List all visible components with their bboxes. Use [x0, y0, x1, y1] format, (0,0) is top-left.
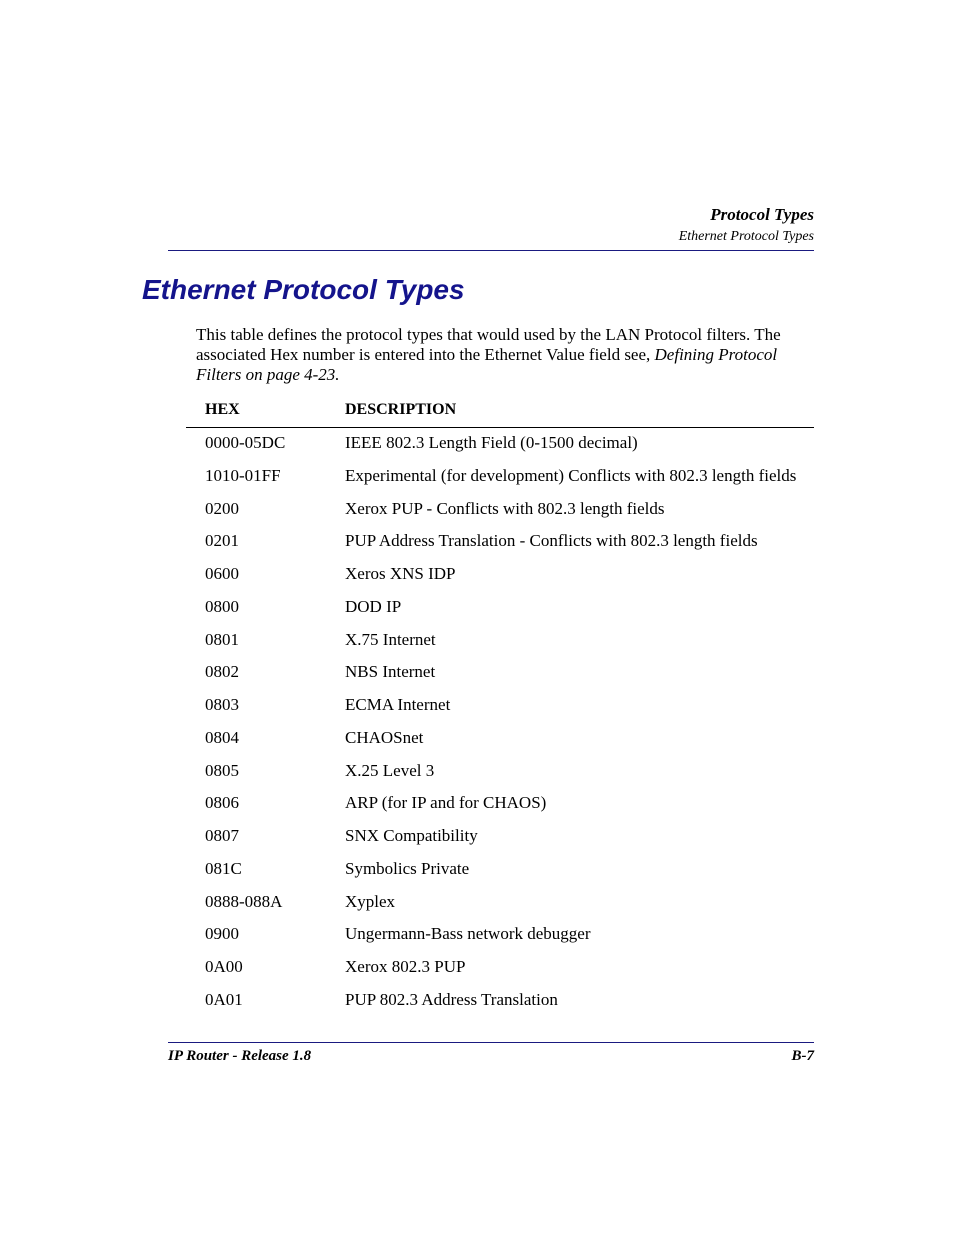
cell-description: PUP 802.3 Address Translation — [345, 989, 558, 1009]
table-row — [186, 433, 814, 466]
cell-description: SNX Compatibility — [345, 826, 478, 845]
cell-hex: 0201 — [205, 531, 239, 551]
cell-hex: 0A01 — [205, 989, 243, 1009]
cell-description: Xerox PUP - Conflicts with 802.3 length fields — [345, 498, 665, 518]
protocol-types-table — [186, 398, 814, 1023]
table-row — [186, 826, 814, 859]
table-row — [186, 466, 814, 499]
cell-hex: 081C — [205, 858, 242, 878]
footer-doc-title: IP Router - Release 1.8 — [168, 1048, 312, 1064]
cell-hex: 0600 — [205, 564, 239, 583]
table-row — [186, 957, 814, 990]
table-row — [186, 564, 814, 597]
table-row — [186, 892, 814, 925]
table-row — [186, 499, 814, 532]
footer-rule — [168, 1042, 814, 1043]
cell-description: X.25 Level 3 — [345, 760, 435, 780]
cell-description: ECMA Internet — [345, 695, 451, 714]
table-row — [186, 859, 814, 892]
header-rule — [168, 250, 814, 251]
table-row — [186, 990, 814, 1023]
running-head-section: Ethernet Protocol Types — [678, 229, 814, 244]
intro-paragraph — [196, 325, 806, 385]
cell-hex: 0802 — [205, 662, 239, 682]
cell-description: Xerox 802.3 PUP — [345, 957, 466, 976]
cell-description: Xyplex — [345, 891, 396, 911]
cell-hex: 0803 — [205, 695, 239, 714]
cell-hex: 0A00 — [205, 957, 243, 976]
table-row — [186, 531, 814, 564]
cell-hex: 0900 — [205, 924, 239, 944]
table-row — [186, 761, 814, 794]
running-head — [679, 204, 814, 247]
table-row — [186, 597, 814, 630]
cell-description: Experimental (for development) Conflicts with 802.3 length fields — [345, 465, 797, 485]
header-hex: HEX — [205, 401, 240, 418]
cell-hex: 0000-05DC — [205, 433, 286, 452]
cell-description: ARP (for IP and for CHAOS) — [345, 793, 547, 813]
table-row — [186, 793, 814, 826]
cell-hex: 1010-01FF — [205, 465, 281, 485]
page-title: Ethernet Protocol Types — [142, 274, 465, 305]
table-header — [186, 398, 814, 428]
cell-hex: 0806 — [205, 793, 239, 813]
cell-hex: 0888-088A — [205, 891, 283, 911]
intro-text: This table defines the protocol types that would used by the LAN Protocol filters. The associated Hex number is entered into the Ethernet Value field see, — [196, 325, 781, 364]
intro-reference: Defining Protocol Filters on page 4-23. — [196, 345, 778, 384]
table-row — [186, 728, 814, 761]
running-head-chapter: Protocol Types — [710, 205, 814, 224]
cell-description: DOD IP — [345, 596, 402, 616]
cell-hex: 0804 — [205, 727, 239, 747]
table-body — [186, 428, 814, 1023]
cell-description: Xeros XNS IDP — [345, 564, 456, 583]
cell-description: Symbolics Private — [345, 858, 470, 878]
table-row — [186, 924, 814, 957]
cell-description: X.75 Internet — [345, 629, 436, 649]
cell-hex: 0805 — [205, 760, 239, 780]
cell-description: NBS Internet — [345, 662, 436, 682]
table-row — [186, 630, 814, 663]
table-row — [186, 662, 814, 695]
cell-hex: 0800 — [205, 596, 239, 616]
page-number: B-7 — [791, 1048, 814, 1064]
cell-description: Ungermann-Bass network debugger — [345, 924, 591, 944]
cell-description: CHAOSnet — [345, 727, 424, 747]
cell-description: IEEE 802.3 Length Field (0-1500 decimal) — [345, 433, 638, 452]
cell-hex: 0807 — [205, 826, 239, 845]
header-description: DESCRIPTION — [345, 401, 457, 418]
cell-description: PUP Address Translation - Conflicts with 802.3 length fields — [345, 531, 758, 551]
table-row — [186, 695, 814, 728]
cell-hex: 0801 — [205, 629, 239, 649]
cell-hex: 0200 — [205, 498, 239, 518]
